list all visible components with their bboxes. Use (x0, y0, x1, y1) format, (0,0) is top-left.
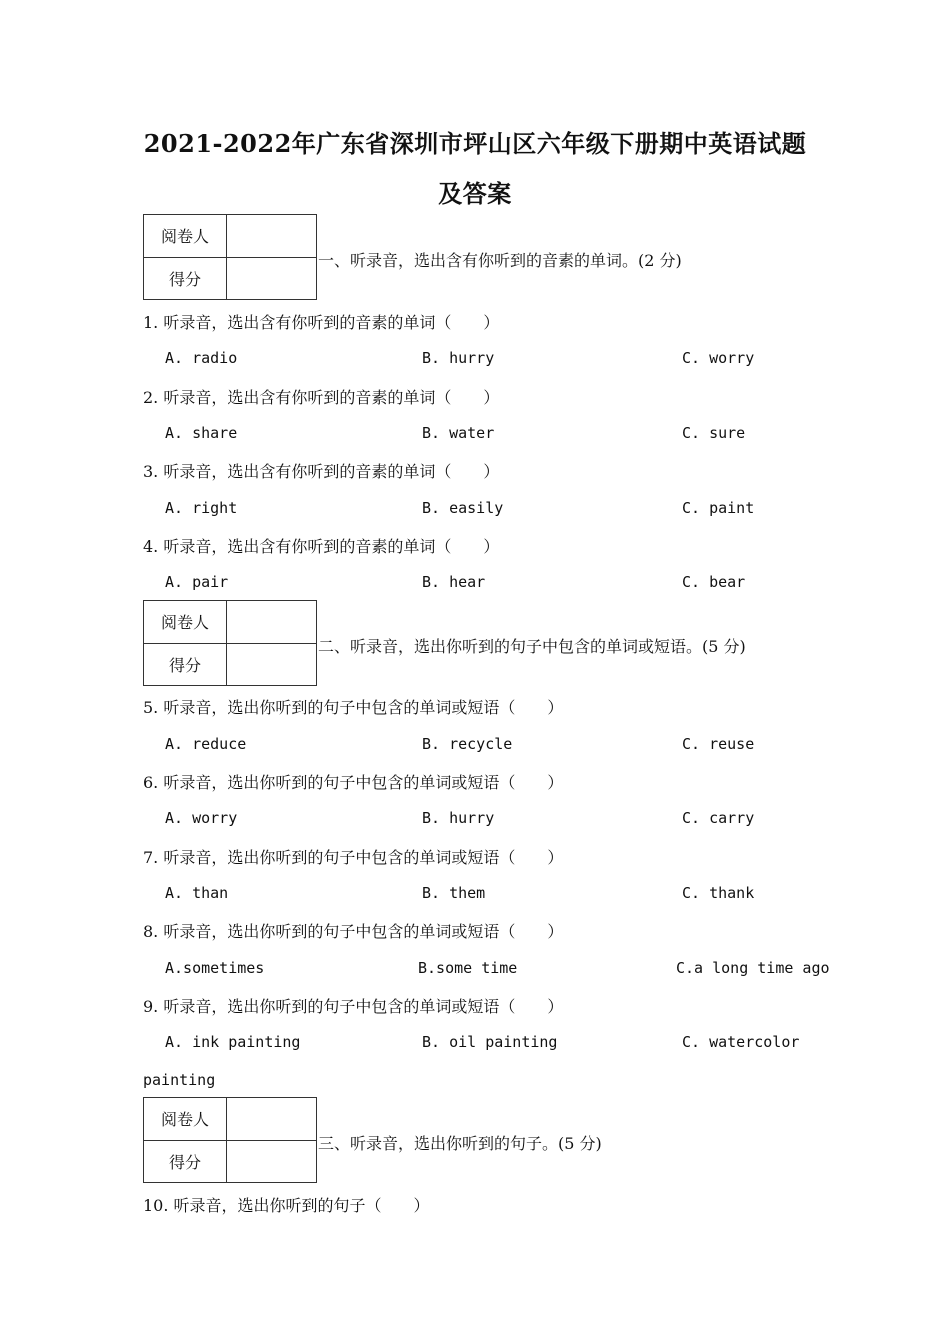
q7-option-c: C. thank (682, 884, 755, 902)
question-9: 9. 听录音，选出你听到的句子中包含的单词或短语（ ） (143, 997, 564, 1016)
score-box-1 (143, 214, 317, 300)
q8-option-b: B.some time (418, 959, 518, 977)
q5-option-c: C. reuse (682, 735, 755, 753)
score-label: 得分 (144, 643, 227, 686)
score-label: 得分 (144, 257, 227, 300)
reviewer-cell (227, 215, 317, 258)
question-2: 2. 听录音，选出含有你听到的音素的单词（ ） (143, 388, 500, 407)
document-title-line2: 及答案 (438, 179, 512, 208)
q4-option-a: A. pair (165, 573, 229, 591)
q3-option-a: A. right (165, 499, 238, 517)
q6-option-c: C. carry (682, 809, 755, 827)
question-1: 1. 听录音，选出含有你听到的音素的单词（ ） (143, 313, 500, 332)
score-cell (227, 1140, 317, 1183)
reviewer-label: 阅卷人 (144, 1098, 227, 1141)
score-box-2 (143, 600, 317, 686)
section-title-2: 二、听录音，选出你听到的句子中包含的单词或短语。(5 分) (318, 637, 746, 656)
reviewer-label: 阅卷人 (144, 601, 227, 644)
q1-option-a: A. radio (165, 349, 238, 367)
q9-option-c: C. watercolor (682, 1033, 800, 1051)
q3-option-c: C. paint (682, 499, 755, 517)
question-3: 3. 听录音，选出含有你听到的音素的单词（ ） (143, 462, 500, 481)
q7-option-a: A. than (165, 884, 229, 902)
q8-option-c: C.a long time ago (676, 959, 830, 977)
q9-option-c-continued: painting (143, 1071, 216, 1089)
question-5: 5. 听录音，选出你听到的句子中包含的单词或短语（ ） (143, 698, 564, 717)
section-title-1: 一、听录音，选出含有你听到的音素的单词。(2 分) (318, 251, 682, 270)
q4-option-b: B. hear (422, 573, 486, 591)
q9-option-a: A. ink painting (165, 1033, 301, 1051)
q6-option-a: A. worry (165, 809, 238, 827)
q2-option-c: C. sure (682, 424, 746, 442)
question-10: 10. 听录音，选出你听到的句子（ ） (143, 1196, 430, 1215)
score-cell (227, 643, 317, 686)
question-8: 8. 听录音，选出你听到的句子中包含的单词或短语（ ） (143, 922, 564, 941)
question-7: 7. 听录音，选出你听到的句子中包含的单词或短语（ ） (143, 848, 564, 867)
q8-option-a: A.sometimes (165, 959, 265, 977)
section-title-3: 三、听录音，选出你听到的句子。(5 分) (318, 1134, 602, 1153)
document-title: 2021-2022年广东省深圳市坪山区六年级下册期中英语试题 (143, 129, 807, 158)
q1-option-c: C. worry (682, 349, 755, 367)
score-box-3 (143, 1097, 317, 1183)
q2-option-a: A. share (165, 424, 238, 442)
score-label: 得分 (144, 1140, 227, 1183)
reviewer-cell (227, 601, 317, 644)
score-cell (227, 257, 317, 300)
q4-option-c: C. bear (682, 573, 746, 591)
q6-option-b: B. hurry (422, 809, 495, 827)
q1-option-b: B. hurry (422, 349, 495, 367)
reviewer-cell (227, 1098, 317, 1141)
question-4: 4. 听录音，选出含有你听到的音素的单词（ ） (143, 537, 500, 556)
q9-option-b: B. oil painting (422, 1033, 558, 1051)
q2-option-b: B. water (422, 424, 495, 442)
q7-option-b: B. them (422, 884, 486, 902)
q5-option-b: B. recycle (422, 735, 513, 753)
reviewer-label: 阅卷人 (144, 215, 227, 258)
q3-option-b: B. easily (422, 499, 504, 517)
q5-option-a: A. reduce (165, 735, 247, 753)
question-6: 6. 听录音，选出你听到的句子中包含的单词或短语（ ） (143, 773, 564, 792)
